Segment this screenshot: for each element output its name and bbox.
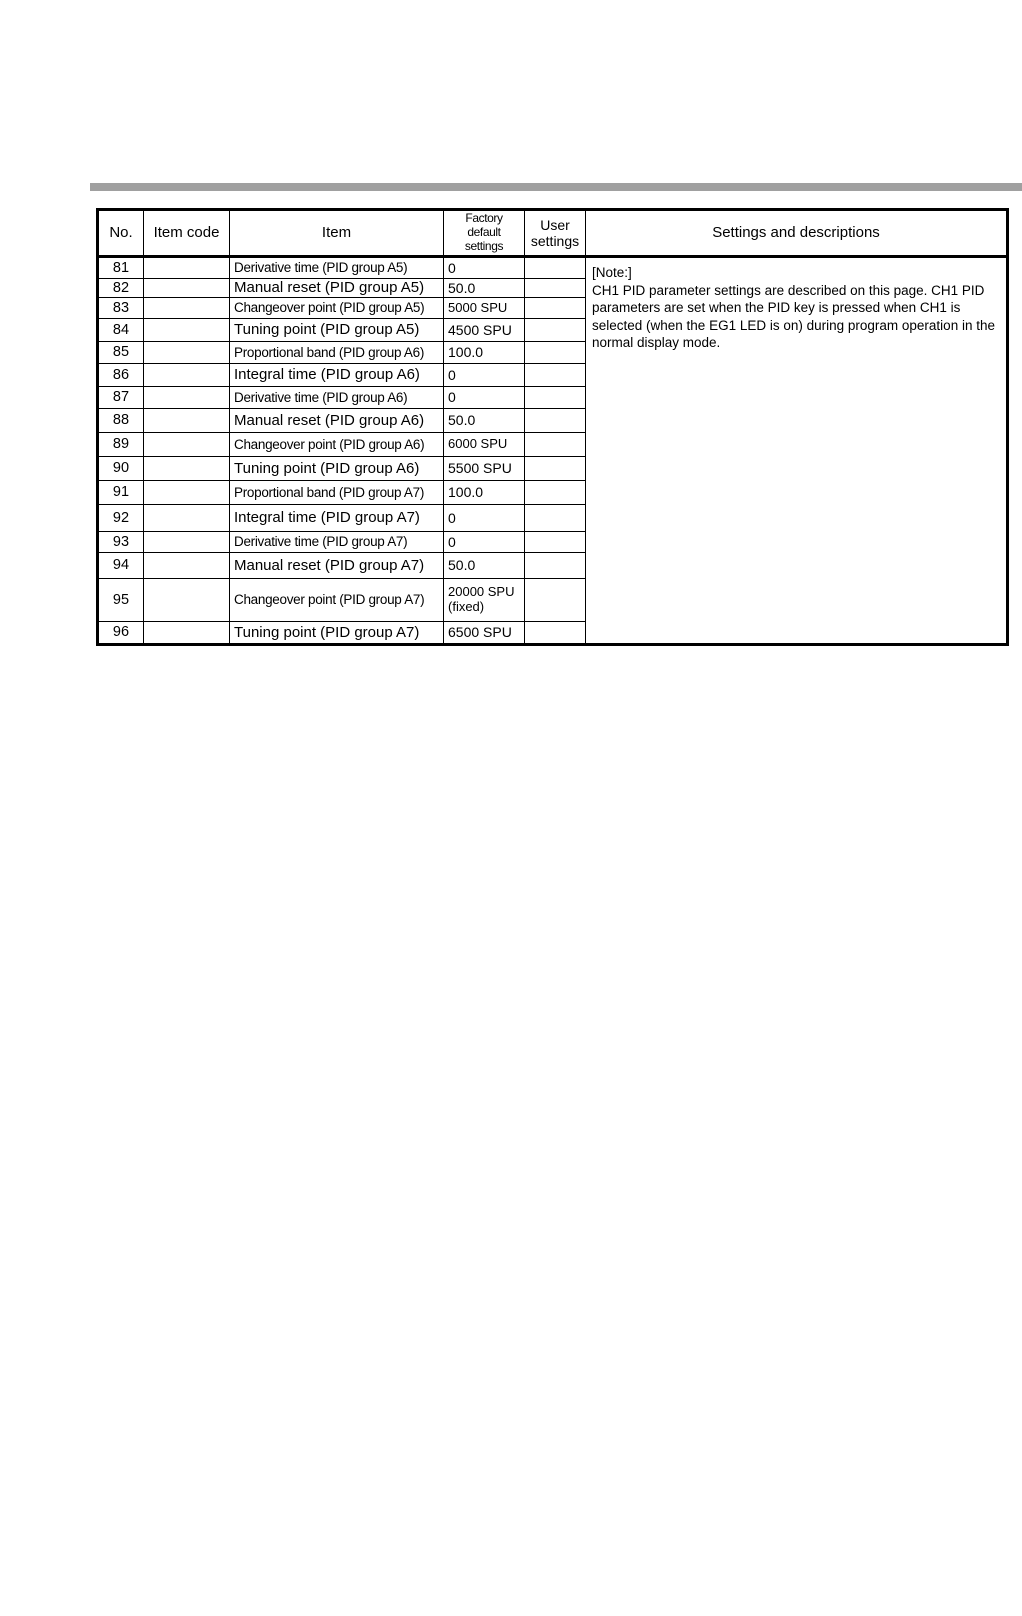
row-item-code: [144, 553, 230, 579]
row-item-name: Derivative time (PID group A7): [230, 532, 444, 553]
row-user-setting: [525, 622, 586, 645]
row-item-name: Integral time (PID group A6): [230, 364, 444, 387]
row-number: 82: [98, 279, 144, 298]
row-item-code: [144, 279, 230, 298]
row-number: 86: [98, 364, 144, 387]
row-item-name: Changeover point (PID group A6): [230, 433, 444, 457]
row-item-name: Manual reset (PID group A6): [230, 409, 444, 433]
row-item-code: [144, 364, 230, 387]
header-settings-descriptions: Settings and descriptions: [586, 210, 1008, 257]
row-item-code: [144, 257, 230, 279]
row-number: 81: [98, 257, 144, 279]
header-user-settings: [525, 210, 586, 257]
row-user-setting: [525, 342, 586, 364]
row-number: 89: [98, 433, 144, 457]
table-header-row: [98, 210, 1008, 257]
row-number: 83: [98, 298, 144, 319]
row-item-name: Integral time (PID group A7): [230, 505, 444, 532]
row-user-setting: [525, 579, 586, 622]
row-number: 93: [98, 532, 144, 553]
row-number: 92: [98, 505, 144, 532]
row-item-code: [144, 622, 230, 645]
row-number: 91: [98, 481, 144, 505]
row-number: 95: [98, 579, 144, 622]
header-item-code: Item code: [144, 210, 230, 257]
row-number: 85: [98, 342, 144, 364]
row-item-name: Manual reset (PID group A7): [230, 553, 444, 579]
row-user-setting: [525, 298, 586, 319]
header-rule: [90, 183, 1022, 191]
settings-description: [586, 257, 1008, 645]
row-user-setting: [525, 433, 586, 457]
row-factory-default: 6000 SPU: [444, 433, 525, 457]
row-factory-default: 0: [444, 364, 525, 387]
row-item-name: Proportional band (PID group A6): [230, 342, 444, 364]
header-factory-default: [444, 210, 525, 257]
row-user-setting: [525, 532, 586, 553]
row-item-code: [144, 579, 230, 622]
row-number: 94: [98, 553, 144, 579]
row-item-name: Changeover point (PID group A7): [230, 579, 444, 622]
row-factory-default: 50.0: [444, 409, 525, 433]
row-item-code: [144, 342, 230, 364]
row-item-name: Tuning point (PID group A5): [230, 319, 444, 342]
row-user-setting: [525, 257, 586, 279]
description-text: CH1 PID parameter settings are described on this page. CH1 PID parameters are set when the PID key is pressed when CH1 is selected (when the EG1 LED is on) during program operation in the normal display mode.: [592, 282, 995, 351]
row-factory-default: 4500 SPU: [444, 319, 525, 342]
row-factory-default: 0: [444, 505, 525, 532]
table-row: [98, 257, 1008, 279]
row-item-code: [144, 532, 230, 553]
row-number: 87: [98, 387, 144, 409]
row-user-setting: [525, 553, 586, 579]
row-factory-default: 100.0: [444, 342, 525, 364]
row-user-setting: [525, 457, 586, 481]
row-factory-default: 0: [444, 257, 525, 279]
row-item-code: [144, 298, 230, 319]
row-user-setting: [525, 279, 586, 298]
row-number: 84: [98, 319, 144, 342]
row-factory-default: 50.0: [444, 279, 525, 298]
row-factory-default: 20000 SPU (fixed): [444, 579, 525, 622]
row-item-name: Tuning point (PID group A7): [230, 622, 444, 645]
row-item-name: Derivative time (PID group A6): [230, 387, 444, 409]
row-factory-default: 0: [444, 532, 525, 553]
header-factory-default-line2: settings: [464, 238, 504, 253]
row-item-code: [144, 387, 230, 409]
parameter-table: [96, 208, 1009, 646]
row-user-setting: [525, 319, 586, 342]
row-item-code: [144, 319, 230, 342]
row-item-code: [144, 457, 230, 481]
row-number: 88: [98, 409, 144, 433]
row-item-name: Changeover point (PID group A5): [230, 298, 444, 319]
row-user-setting: [525, 505, 586, 532]
row-factory-default: 5500 SPU: [444, 457, 525, 481]
row-number: 96: [98, 622, 144, 645]
row-user-setting: [525, 409, 586, 433]
row-factory-default: 100.0: [444, 481, 525, 505]
row-item-name: Manual reset (PID group A5): [230, 279, 444, 298]
header-user-line1: User: [540, 216, 570, 233]
row-item-code: [144, 409, 230, 433]
row-item-code: [144, 505, 230, 532]
row-factory-default: 50.0: [444, 553, 525, 579]
row-user-setting: [525, 481, 586, 505]
header-user-line2: settings: [530, 233, 580, 249]
row-item-code: [144, 433, 230, 457]
row-item-name: Tuning point (PID group A6): [230, 457, 444, 481]
table-body: [98, 257, 1008, 645]
header-factory-default-line1: Factory default: [465, 211, 503, 240]
header-item: Item: [230, 210, 444, 257]
row-user-setting: [525, 387, 586, 409]
row-item-name: Derivative time (PID group A5): [230, 257, 444, 279]
row-item-code: [144, 481, 230, 505]
description-note-label: [Note:]: [592, 265, 632, 280]
row-user-setting: [525, 364, 586, 387]
row-item-name: Proportional band (PID group A7): [230, 481, 444, 505]
row-factory-default: 6500 SPU: [444, 622, 525, 645]
header-no: No.: [98, 210, 144, 257]
row-factory-default: 0: [444, 387, 525, 409]
row-number: 90: [98, 457, 144, 481]
row-factory-default: 5000 SPU: [444, 298, 525, 319]
